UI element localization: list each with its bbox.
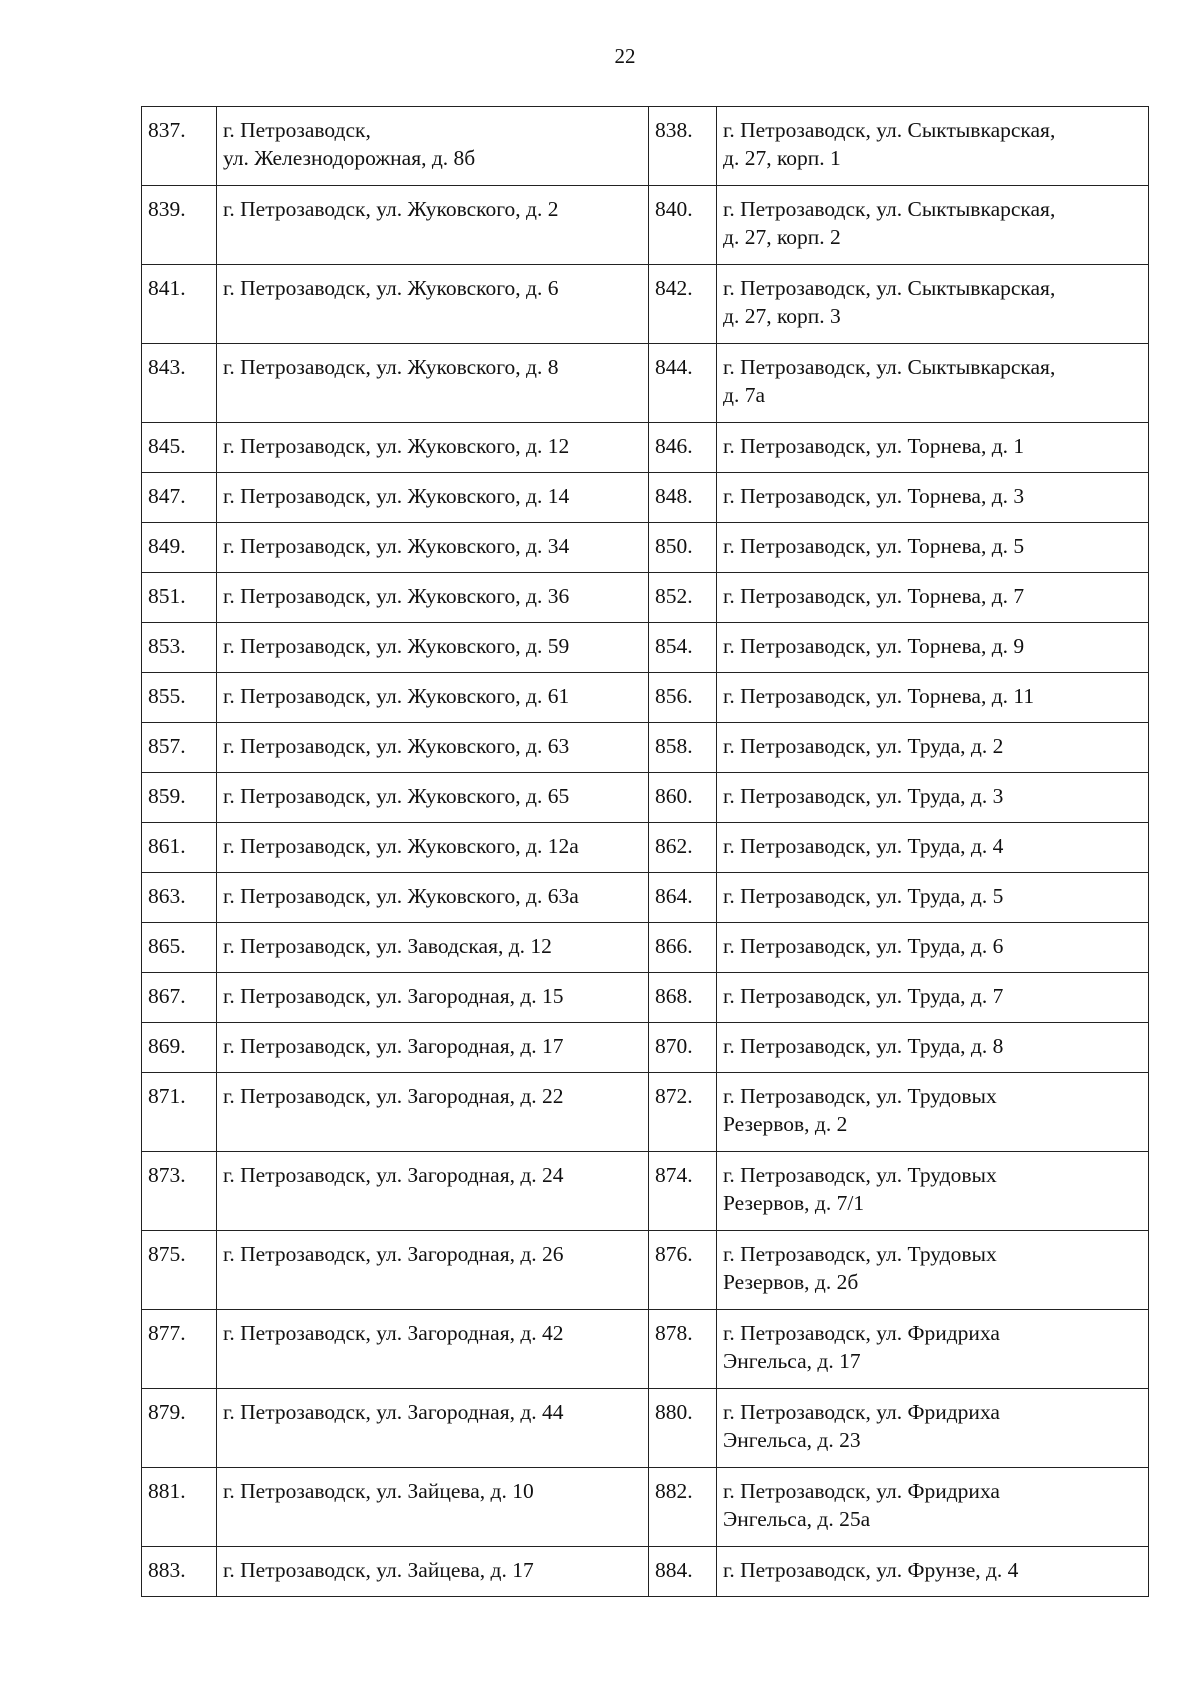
address-left: г. Петрозаводск, ул. Жуковского, д. 8 [217, 344, 649, 423]
address-table-body [142, 107, 1149, 1597]
table-row [142, 1468, 1149, 1547]
address-left: г. Петрозаводск, ул. Загородная, д. 22 [217, 1073, 649, 1152]
table-row [142, 973, 1149, 1023]
table-row [142, 1231, 1149, 1310]
entry-number-right: 838. [649, 107, 717, 186]
entry-number-left: 861. [142, 823, 217, 873]
address-right: г. Петрозаводск, ул. Труда, д. 7 [717, 973, 1149, 1023]
entry-number-left: 879. [142, 1389, 217, 1468]
entry-number-right: 842. [649, 265, 717, 344]
table-row [142, 265, 1149, 344]
entry-number-left: 845. [142, 423, 217, 473]
entry-number-right: 860. [649, 773, 717, 823]
entry-number-left: 865. [142, 923, 217, 973]
address-left: г. Петрозаводск, ул. Загородная, д. 42 [217, 1310, 649, 1389]
address-left: г. Петрозаводск, ул. Жуковского, д. 2 [217, 186, 649, 265]
table-row [142, 823, 1149, 873]
entry-number-right: 858. [649, 723, 717, 773]
table-row [142, 186, 1149, 265]
table-row [142, 623, 1149, 673]
address-right: г. Петрозаводск, ул. Труда, д. 3 [717, 773, 1149, 823]
table-row [142, 1023, 1149, 1073]
entry-number-right: 876. [649, 1231, 717, 1310]
table-row [142, 473, 1149, 523]
entry-number-left: 847. [142, 473, 217, 523]
table-row [142, 1547, 1149, 1597]
address-right: г. Петрозаводск, ул. Фридриха Энгельса, д. 23 [717, 1389, 1149, 1468]
table-row [142, 673, 1149, 723]
table-row [142, 423, 1149, 473]
address-right: г. Петрозаводск, ул. Фрунзе, д. 4 [717, 1547, 1149, 1597]
address-right: г. Петрозаводск, ул. Фридриха Энгельса, д. 25а [717, 1468, 1149, 1547]
entry-number-right: 846. [649, 423, 717, 473]
entry-number-right: 884. [649, 1547, 717, 1597]
entry-number-left: 875. [142, 1231, 217, 1310]
address-right: г. Петрозаводск, ул. Сыктывкарская, д. 27, корп. 3 [717, 265, 1149, 344]
entry-number-right: 864. [649, 873, 717, 923]
address-right: г. Петрозаводск, ул. Торнева, д. 11 [717, 673, 1149, 723]
entry-number-right: 878. [649, 1310, 717, 1389]
entry-number-left: 841. [142, 265, 217, 344]
address-left: г. Петрозаводск, ул. Зайцева, д. 17 [217, 1547, 649, 1597]
address-right: г. Петрозаводск, ул. Торнева, д. 9 [717, 623, 1149, 673]
address-right: г. Петрозаводск, ул. Трудовых Резервов, д. 2 [717, 1073, 1149, 1152]
address-left: г. Петрозаводск, ул. Жуковского, д. 36 [217, 573, 649, 623]
table-row [142, 773, 1149, 823]
address-left: г. Петрозаводск, ул. Жуковского, д. 6 [217, 265, 649, 344]
address-right: г. Петрозаводск, ул. Торнева, д. 5 [717, 523, 1149, 573]
entry-number-right: 882. [649, 1468, 717, 1547]
address-right: г. Петрозаводск, ул. Торнева, д. 7 [717, 573, 1149, 623]
address-right: г. Петрозаводск, ул. Торнева, д. 3 [717, 473, 1149, 523]
entry-number-left: 843. [142, 344, 217, 423]
entry-number-left: 839. [142, 186, 217, 265]
address-left: г. Петрозаводск, ул. Загородная, д. 24 [217, 1152, 649, 1231]
entry-number-left: 871. [142, 1073, 217, 1152]
entry-number-left: 849. [142, 523, 217, 573]
address-left: г. Петрозаводск, ул. Жуковского, д. 59 [217, 623, 649, 673]
entry-number-left: 837. [142, 107, 217, 186]
address-left: г. Петрозаводск, ул. Жуковского, д. 65 [217, 773, 649, 823]
address-left: г. Петрозаводск, ул. Железнодорожная, д. 8б [217, 107, 649, 186]
table-row [142, 1389, 1149, 1468]
entry-number-right: 844. [649, 344, 717, 423]
address-right: г. Петрозаводск, ул. Сыктывкарская, д. 27, корп. 1 [717, 107, 1149, 186]
address-left: г. Петрозаводск, ул. Жуковского, д. 34 [217, 523, 649, 573]
entry-number-left: 857. [142, 723, 217, 773]
address-left: г. Петрозаводск, ул. Жуковского, д. 12а [217, 823, 649, 873]
entry-number-right: 862. [649, 823, 717, 873]
entry-number-right: 874. [649, 1152, 717, 1231]
table-row [142, 923, 1149, 973]
table-row [142, 723, 1149, 773]
address-right: г. Петрозаводск, ул. Труда, д. 8 [717, 1023, 1149, 1073]
address-left: г. Петрозаводск, ул. Жуковского, д. 63а [217, 873, 649, 923]
entry-number-right: 848. [649, 473, 717, 523]
address-right: г. Петрозаводск, ул. Труда, д. 2 [717, 723, 1149, 773]
entry-number-left: 851. [142, 573, 217, 623]
address-table [141, 106, 1149, 1597]
table-row [142, 1073, 1149, 1152]
address-left: г. Петрозаводск, ул. Заводская, д. 12 [217, 923, 649, 973]
table-row [142, 1152, 1149, 1231]
address-right: г. Петрозаводск, ул. Сыктывкарская, д. 7а [717, 344, 1149, 423]
address-left: г. Петрозаводск, ул. Загородная, д. 15 [217, 973, 649, 1023]
entry-number-right: 840. [649, 186, 717, 265]
address-left: г. Петрозаводск, ул. Зайцева, д. 10 [217, 1468, 649, 1547]
entry-number-left: 863. [142, 873, 217, 923]
entry-number-right: 856. [649, 673, 717, 723]
entry-number-right: 854. [649, 623, 717, 673]
table-row [142, 523, 1149, 573]
entry-number-right: 850. [649, 523, 717, 573]
table-row [142, 1310, 1149, 1389]
entry-number-left: 867. [142, 973, 217, 1023]
entry-number-right: 866. [649, 923, 717, 973]
address-left: г. Петрозаводск, ул. Жуковского, д. 63 [217, 723, 649, 773]
entry-number-left: 883. [142, 1547, 217, 1597]
table-row [142, 573, 1149, 623]
entry-number-left: 869. [142, 1023, 217, 1073]
entry-number-left: 855. [142, 673, 217, 723]
address-right: г. Петрозаводск, ул. Труда, д. 6 [717, 923, 1149, 973]
table-row [142, 344, 1149, 423]
address-left: г. Петрозаводск, ул. Жуковского, д. 61 [217, 673, 649, 723]
address-right: г. Петрозаводск, ул. Труда, д. 5 [717, 873, 1149, 923]
page-number: 22 [614, 44, 636, 68]
entry-number-left: 881. [142, 1468, 217, 1547]
address-left: г. Петрозаводск, ул. Загородная, д. 44 [217, 1389, 649, 1468]
entry-number-left: 873. [142, 1152, 217, 1231]
address-right: г. Петрозаводск, ул. Фридриха Энгельса, д. 17 [717, 1310, 1149, 1389]
entry-number-right: 868. [649, 973, 717, 1023]
address-left: г. Петрозаводск, ул. Загородная, д. 17 [217, 1023, 649, 1073]
table-row [142, 107, 1149, 186]
address-right: г. Петрозаводск, ул. Трудовых Резервов, д. 2б [717, 1231, 1149, 1310]
entry-number-left: 877. [142, 1310, 217, 1389]
entry-number-right: 852. [649, 573, 717, 623]
address-right: г. Петрозаводск, ул. Сыктывкарская, д. 27, корп. 2 [717, 186, 1149, 265]
address-left: г. Петрозаводск, ул. Загородная, д. 26 [217, 1231, 649, 1310]
entry-number-right: 870. [649, 1023, 717, 1073]
address-right: г. Петрозаводск, ул. Трудовых Резервов, д. 7/1 [717, 1152, 1149, 1231]
table-row [142, 873, 1149, 923]
entry-number-right: 880. [649, 1389, 717, 1468]
address-right: г. Петрозаводск, ул. Торнева, д. 1 [717, 423, 1149, 473]
address-left: г. Петрозаводск, ул. Жуковского, д. 12 [217, 423, 649, 473]
address-left: г. Петрозаводск, ул. Жуковского, д. 14 [217, 473, 649, 523]
address-right: г. Петрозаводск, ул. Труда, д. 4 [717, 823, 1149, 873]
entry-number-right: 872. [649, 1073, 717, 1152]
entry-number-left: 853. [142, 623, 217, 673]
entry-number-left: 859. [142, 773, 217, 823]
